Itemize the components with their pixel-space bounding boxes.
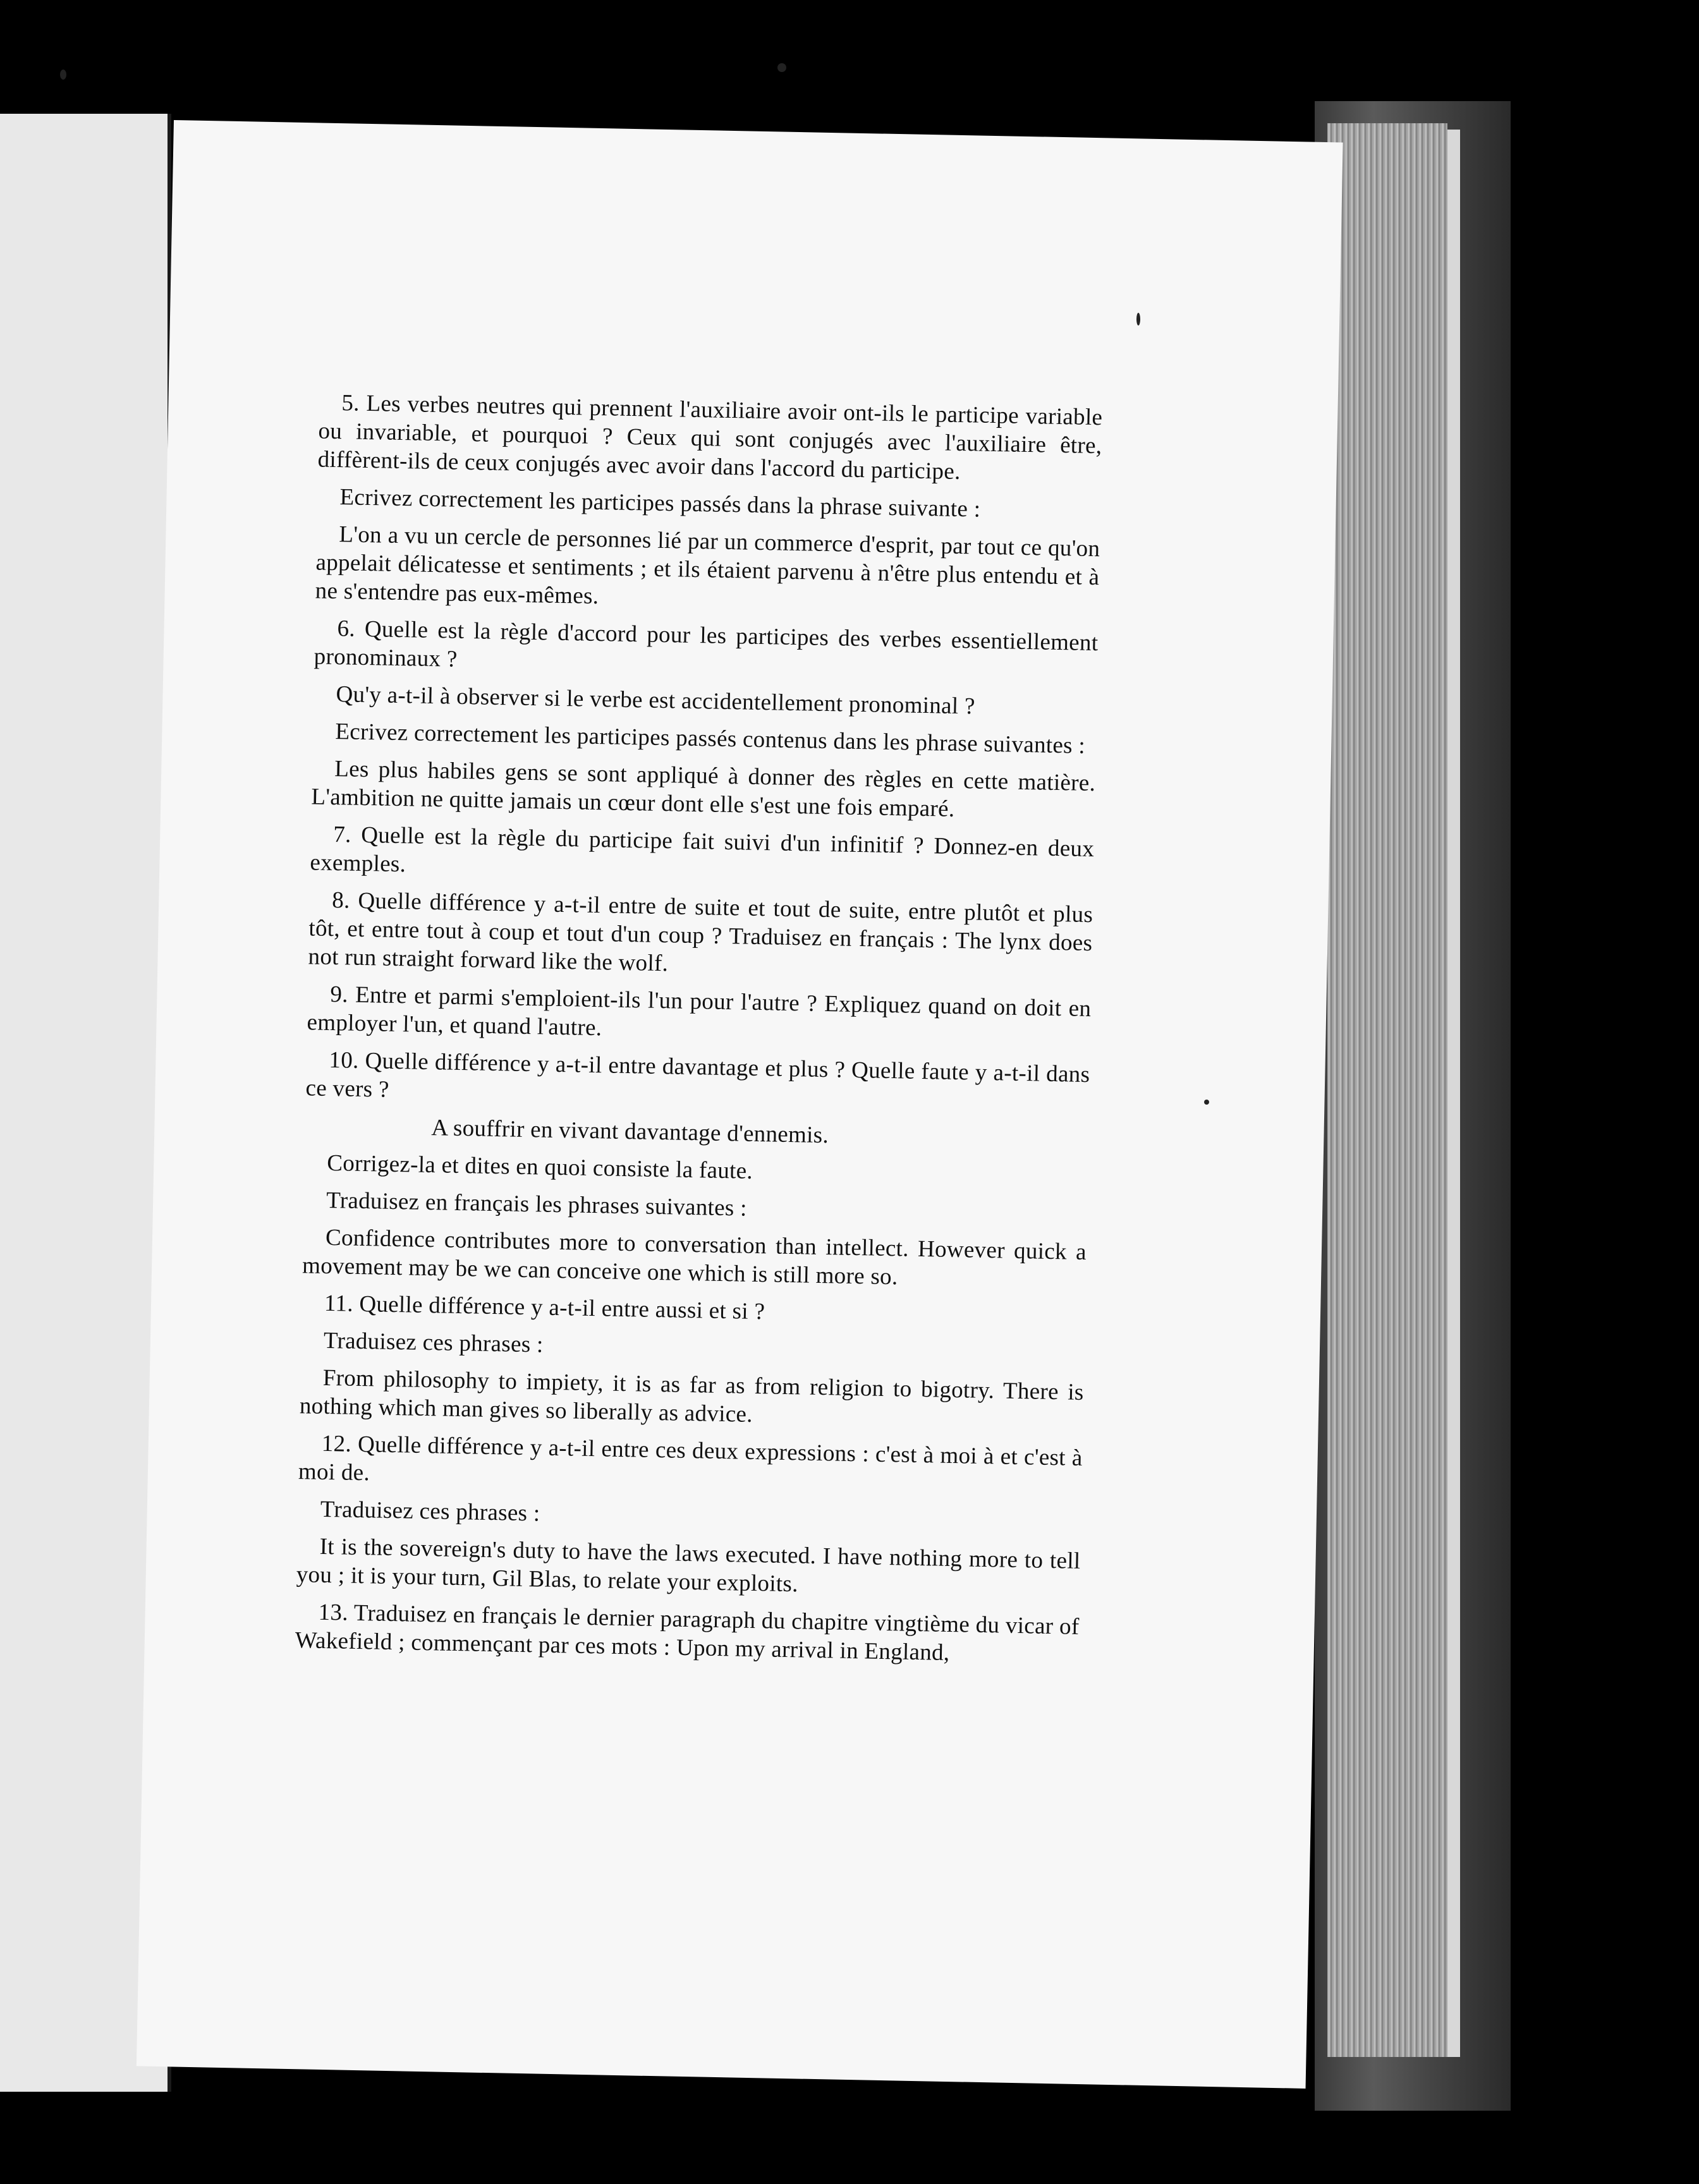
paragraph: 12. Quelle différence y a-t-il entre ces deux expressions : c'est à moi à et c'est à moi de. [298, 1430, 1083, 1486]
paragraph: Les plus habiles gens se sont appliqué à donner des règles en cette matière. L'ambition ne quitte jamais un cœur dont elle s'est une fois emparé. [311, 756, 1096, 822]
paragraph: 8. Quelle différence y a-t-il entre de suite et tout de suite, entre plutôt et plus tôt, et entre tout à coup et tout d'un coup ? Traduisez en français : The lynx does not run straight forward like the wolf. [308, 887, 1093, 977]
paragraph: Traduisez en français les phrases suivantes : [326, 1187, 748, 1222]
paragraph: 7. Quelle est la règle du participe fait suivi d'un infinitif ? Donnez-en deux exemples. [310, 822, 1095, 878]
speck [1136, 313, 1140, 325]
speck [1204, 1100, 1209, 1105]
paragraph: Ecrivez correctement les participes passés contenus dans les phrase suivantes : [335, 719, 1086, 759]
page-edges [1327, 123, 1447, 2057]
paragraph: Qu'y a-t-il à observer si le verbe est accidentellement pronominal ? [336, 681, 976, 720]
verse-line: A souffrir en vivant davantage d'ennemis. [431, 1115, 829, 1149]
speck [60, 70, 66, 80]
book-page [137, 120, 1343, 2089]
paragraph: From philosophy to impiety, it is as far as from religion to bigotry. There is nothing which man gives so liberally as advice. [299, 1364, 1085, 1428]
paragraph: L'on a vu un cercle de personnes lié par un commerce d'esprit, par tout ce qu'on appelait délicatesse et sentiments ; et ils étaient parvenu à n'être plus entendu et à ne s'entendre pas eux-mêmes. [315, 521, 1100, 610]
paragraph: 10. Quelle différence y a-t-il entre davantage et plus ? Quelle faute y a-t-il dans ce vers ? [305, 1046, 1090, 1103]
paragraph: 5. Les verbes neutres qui prennent l'auxiliaire avoir ont-ils le participe variable ou invariable, et pourquoi ? Ceux qui sont conjugés avec l'auxiliaire être, diffèrent-ils de ceux conjugés avec avoir dans l'accord du participe. [317, 390, 1103, 485]
paragraph: Corrigez-la et dites en quoi consiste la faute. [326, 1150, 753, 1184]
paragraph: Confidence contributes more to conversation than intellect. However quick a movement may be we can conceive one which is still more so. [301, 1224, 1087, 1290]
paragraph: 11. Quelle différence y a-t-il entre aussi et si ? [324, 1290, 765, 1325]
speck [777, 63, 786, 72]
paragraph: 13. Traduisez en français le dernier paragraph du chapitre vingtième du vicar of Wakefield ; commençant par ces mots : Upon my arrival in England, [295, 1599, 1080, 1666]
page-edge-strip [1447, 130, 1460, 2057]
paragraph: It is the sovereign's duty to have the laws executed. I have nothing more to tell you ; it is your turn, Gil Blas, to relate your exploits. [296, 1533, 1081, 1598]
paragraph: Ecrivez correctement les participes passés dans la phrase suivante : [339, 484, 981, 523]
page-text [295, 388, 1103, 1678]
paragraph: 6. Quelle est la règle d'accord pour les participes des verbes essentiellement pronominaux ? [314, 616, 1099, 672]
paragraph: 9. Entre et parmi s'emploient-ils l'un pour l'autre ? Expliquez quand on doit en employer l'un, et quand l'autre. [307, 981, 1092, 1041]
paragraph: Traduisez ces phrases : [320, 1496, 540, 1527]
paragraph: Traduisez ces phrases : [323, 1327, 544, 1358]
